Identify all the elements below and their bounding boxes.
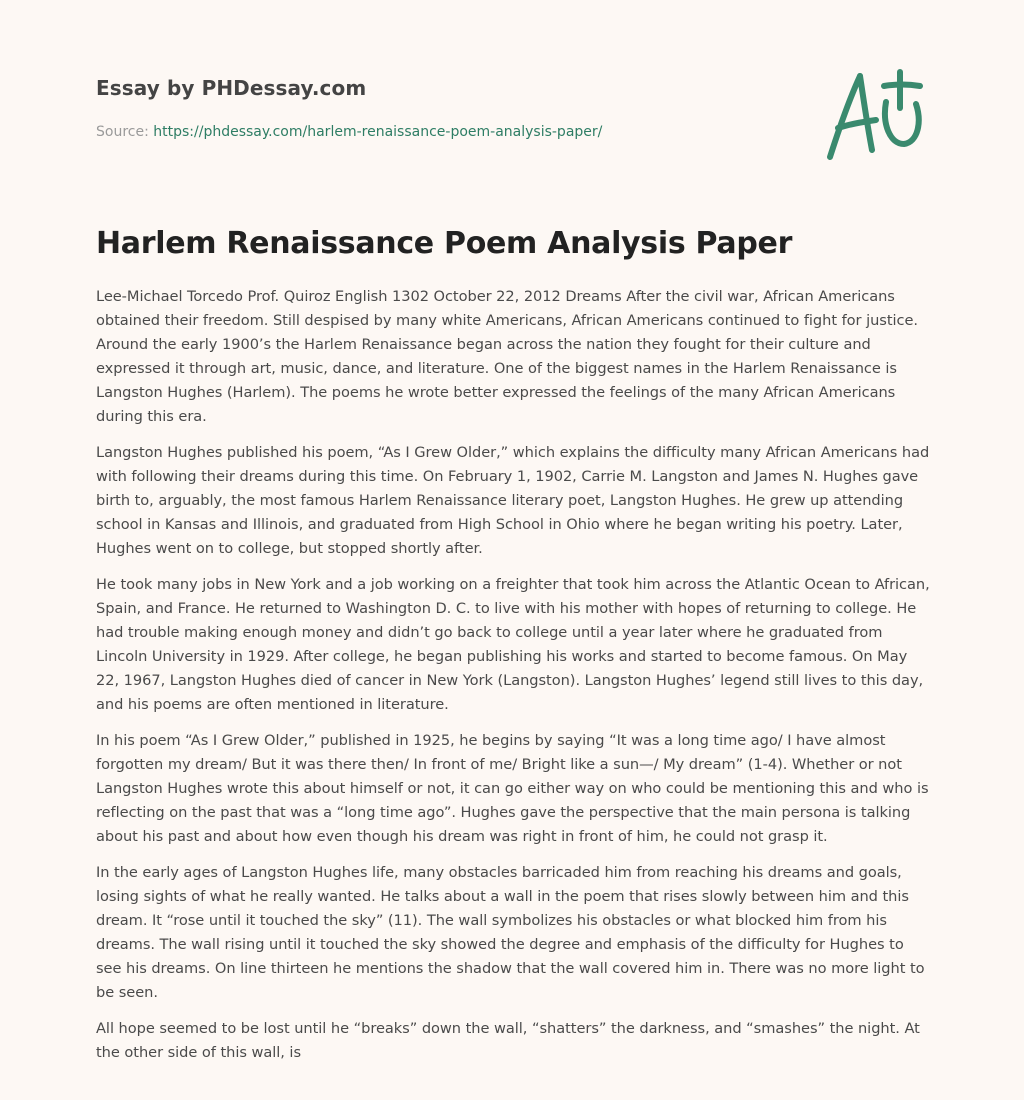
paragraph: All hope seemed to be lost until he “breaks” down the wall, “shatters” the darkness, and “smashes” the night. At the other side of this wall, is (96, 1020, 920, 1061)
paragraph: Lee-Michael Torcedo Prof. Quiroz English 1302 October 22, 2012 Dreams After the civil war, African Americans obtained their freedom. Still despised by many white Americans, African Americans continued to fight for justice. Around the early 1900’s the Harlem Renaissance began across the nation they fought for their culture and expressed it through art, music, dance, and literature. One of the biggest names in the Harlem Renaissance is Langston Hughes (Harlem). The poems he wrote better expressed the feelings of the many African Americans during this era. (96, 288, 919, 425)
paragraph: Langston Hughes published his poem, “As I Grew Older,” which explains the difficulty many African Americans had with following their dreams during this time. On February 1, 1902, Carrie M. Langston and James N. Hughes gave birth to, arguably, the most famous Harlem Renaissance literary poet, Langston Hughes. He grew up attending school in Kansas and Illinois, and graduated from High School in Ohio where he began writing his poetry. Later, Hughes went on to college, but stopped shortly after. (96, 444, 930, 557)
site-brand: Essay by PHDessay.com (96, 76, 367, 100)
paragraph: In the early ages of Langston Hughes life, many obstacles barricaded him from reaching his dreams and goals, losing sights of what he really wanted. He talks about a wall in the poem that rises slowly between him and this dream. It “rose until it touched the sky” (11). The wall symbolizes his obstacles or what blocked him from his dreams. The wall rising until it touched the sky showed the degree and emphasis of the difficulty for Hughes to see his dreams. On line thirteen he mentions the shadow that the wall covered him in. There was no more light to be seen. (96, 864, 925, 1001)
a-plus-grade-logo-icon (820, 62, 930, 168)
essay-header (96, 76, 796, 140)
paragraph: He took many jobs in New York and a job working on a freighter that took him across the Atlantic Ocean to African, Spain, and France. He returned to Washington D. C. to live with his mother with hopes of returning to college. He had trouble making enough money and didn’t go back to college until a year later where he graduated from Lincoln University in 1929. After college, he began publishing his works and started to become famous. On May 22, 1967, Langston Hughes died of cancer in New York (Langston). Langston Hughes’ legend still lives to this day, and his poems are often mentioned in literature. (96, 576, 930, 713)
essay-title: Harlem Renaissance Poem Analysis Paper (96, 226, 793, 261)
source-link[interactable]: https://phdessay.com/harlem-renaissance-poem-analysis-paper/ (153, 124, 603, 140)
source-label: Source: (96, 124, 154, 140)
source-line (96, 124, 602, 140)
paragraph: In his poem “As I Grew Older,” published in 1925, he begins by saying “It was a long time ago/ I have almost forgotten my dream/ But it was there then/ In front of me/ Bright like a sun—/ My dream” (1-4). Whether or not Langston Hughes wrote this about himself or not, it can go either way on who could be mentioning this and who is reflecting on the past that was a “long time ago”. Hughes gave the perspective that the main persona is talking about his past and about how even though his dream was right in front of him, he could not grasp it. (96, 732, 929, 845)
essay-body (96, 285, 930, 1077)
